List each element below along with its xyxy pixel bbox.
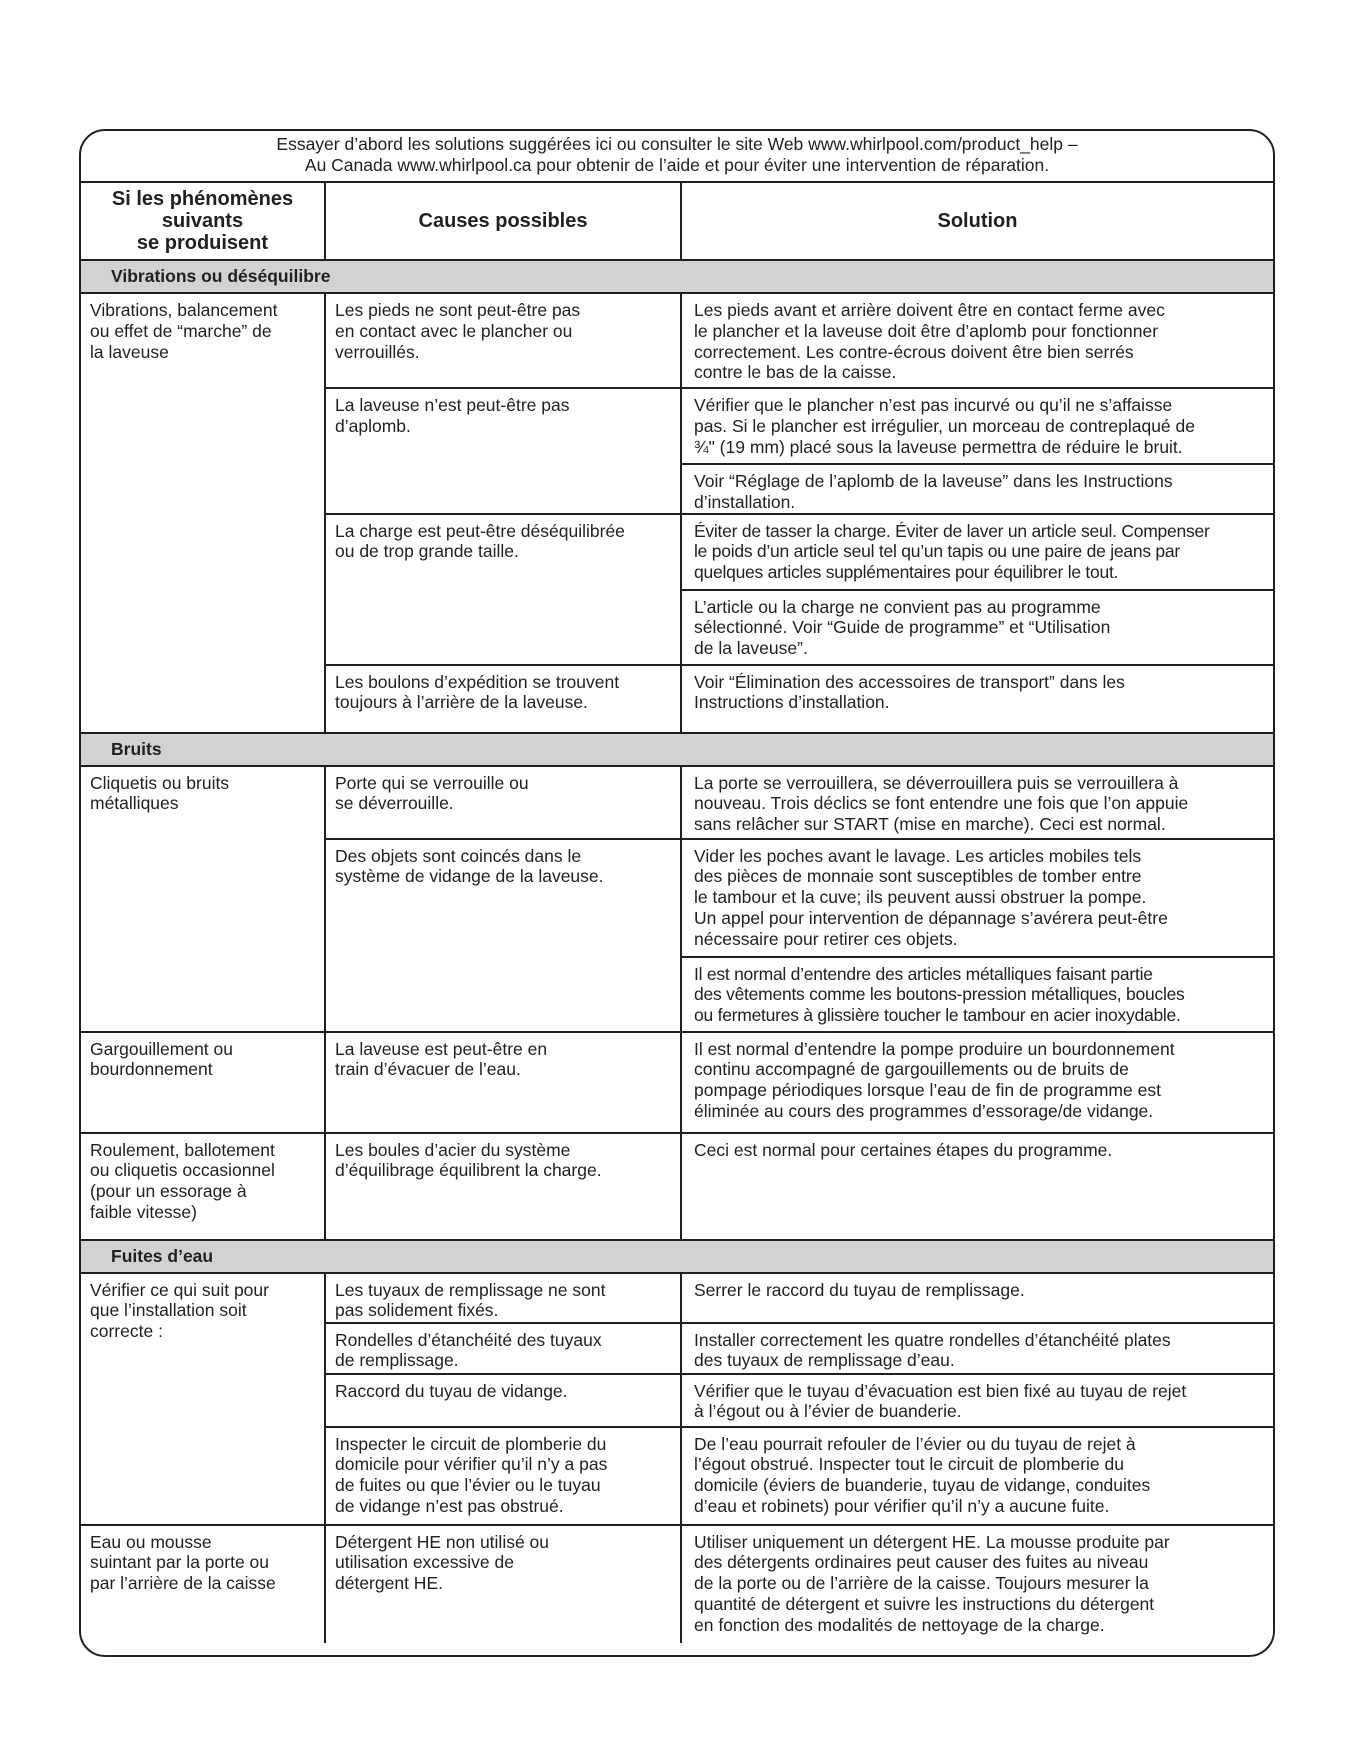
text-line: train d’évacuer de l’eau. xyxy=(335,1059,521,1080)
intro-note xyxy=(81,131,1273,181)
text-line: Les pieds ne sont peut-être pas xyxy=(335,300,581,320)
text-line: La laveuse est peut-être en xyxy=(335,1038,548,1059)
cause-cell xyxy=(325,388,681,514)
phenomenon-cell xyxy=(81,1525,325,1643)
text-line: Des objets sont coincés dans le xyxy=(335,845,582,866)
text-line: quantité de détergent et suivre les instructions du détergent xyxy=(694,1593,1155,1614)
text-line: Serrer le raccord du tuyau de remplissage. xyxy=(694,1279,1025,1300)
section-row xyxy=(81,1240,1273,1273)
text-line: Les boulons d’expédition se trouvent xyxy=(335,671,620,692)
text-line: par l’arrière de la caisse xyxy=(90,1573,276,1594)
text-line: verrouillés. xyxy=(335,341,420,362)
text-line: de la laveuse”. xyxy=(694,638,808,659)
text-line: en fonction des modalités de nettoyage de la charge. xyxy=(694,1614,1105,1635)
text-line: ou de trop grande taille. xyxy=(335,541,519,562)
section-row xyxy=(81,260,1273,293)
text-line: des vêtements comme les boutons-pression métalliques, boucles xyxy=(694,984,1185,1005)
text-line: à l’égout ou à l’évier de buanderie. xyxy=(694,1401,962,1422)
text-line: en contact avec le plancher ou xyxy=(335,320,573,341)
cause-cell xyxy=(325,839,681,1032)
solution-cell xyxy=(681,1525,1273,1643)
section-title-vibrations: Vibrations ou déséquilibre xyxy=(81,260,1273,293)
solution-cell xyxy=(681,766,1273,839)
text-line: Vérifier que le plancher n’est pas incurvé ou qu’il ne s’affaisse xyxy=(694,395,1173,415)
header-phenomena: Si les phénomènes suivants se produisent xyxy=(81,182,325,260)
table-row xyxy=(81,1273,1273,1323)
text-line: Vider les poches avant le lavage. Les articles mobiles tels xyxy=(694,845,1142,866)
text-line: Cliquetis ou bruits xyxy=(90,772,230,793)
text-line: Voir “Élimination des accessoires de transport” dans les xyxy=(694,671,1125,692)
text-line: Gargouillement ou xyxy=(90,1038,233,1059)
text-line: des détergents ordinaires peut causer des fuites au niveau xyxy=(694,1552,1149,1573)
text-line: de la porte ou de l’arrière de la caisse. Toujours mesurer la xyxy=(694,1573,1149,1594)
cause-cell xyxy=(325,293,681,388)
text-line: Rondelles d’étanchéité des tuyaux xyxy=(335,1329,602,1350)
solution-cell xyxy=(681,293,1273,388)
text-line: bourdonnement xyxy=(90,1059,213,1080)
text-line: ou fermetures à glissière toucher le tambour en acier inoxydable. xyxy=(694,1005,1181,1026)
text-line: domicile pour vérifier qu’il n’y a pas xyxy=(335,1454,608,1475)
text-line: d’équilibrage équilibrent la charge. xyxy=(335,1160,602,1181)
text-line: nécessaire pour retirer ces objets. xyxy=(694,928,958,949)
text-line: de fuites ou que l’évier ou le tuyau xyxy=(335,1475,601,1496)
text-line: Roulement, ballotement xyxy=(90,1139,275,1160)
text-line: Eau ou mousse xyxy=(90,1531,212,1552)
table-row xyxy=(81,1525,1273,1643)
text-line: La laveuse n’est peut-être pas xyxy=(335,395,570,415)
text-line: Détergent HE non utilisé ou xyxy=(335,1531,550,1552)
cause-cell xyxy=(325,1273,681,1323)
text-line: se déverrouille. xyxy=(335,793,454,814)
cause-cell xyxy=(325,1525,681,1643)
cause-cell xyxy=(325,514,681,665)
text-line: d’aplomb. xyxy=(335,415,411,436)
text-line: Voir “Réglage de l’aplomb de la laveuse” dans les Instructions xyxy=(694,471,1173,491)
text-line: le plancher et la laveuse doit être d’aplomb pour fonctionner xyxy=(694,320,1159,341)
table-row xyxy=(81,293,1273,388)
text-line: continu accompagné de gargouillements ou de bruits de xyxy=(694,1059,1129,1080)
table-row xyxy=(81,1032,1273,1133)
text-line: L’article ou la charge ne convient pas au programme xyxy=(694,596,1101,617)
section-row xyxy=(81,733,1273,766)
text-line: Raccord du tuyau de vidange. xyxy=(335,1380,568,1401)
phenomenon-cell xyxy=(81,1273,325,1525)
solution-cell xyxy=(681,1323,1273,1374)
cause-cell xyxy=(325,1323,681,1374)
text-line: Il est normal d’entendre des articles métalliques faisant partie xyxy=(694,963,1153,984)
phenomenon-cell xyxy=(81,1032,325,1133)
text-line: sans relâcher sur START (mise en marche). Ceci est normal. xyxy=(694,814,1166,835)
text-line: de vidange n’est pas obstrué. xyxy=(335,1495,564,1516)
cause-cell xyxy=(325,1427,681,1525)
text-line: nouveau. Trois déclics se font entendre une fois que l’on appuie xyxy=(694,793,1189,814)
text-line: suintant par la porte ou xyxy=(90,1552,270,1573)
text-line: pompage périodiques lorsque l’eau de fin de programme est xyxy=(694,1080,1161,1101)
phenomenon-cell xyxy=(81,766,325,1032)
text-line: (pour un essorage à xyxy=(90,1181,247,1202)
table-row xyxy=(81,766,1273,839)
text-line: faible vitesse) xyxy=(90,1201,197,1222)
text-line: de remplissage. xyxy=(335,1350,459,1371)
header-solution: Solution xyxy=(681,182,1273,260)
text-line: Inspecter le circuit de plomberie du xyxy=(335,1433,607,1454)
text-line: système de vidange de la laveuse. xyxy=(335,866,604,887)
intro-line: Au Canada www.whirlpool.ca pour obtenir de l’aide et pour éviter une intervention de réparation. xyxy=(304,155,1050,175)
table-header-row xyxy=(81,182,1273,260)
text-line: le tambour et la cuve; ils peuvent aussi obstruer la pompe. xyxy=(694,887,1147,908)
solution-cell xyxy=(681,388,1273,464)
text-line: Vibrations, balancement xyxy=(90,300,278,320)
header-causes: Causes possibles xyxy=(325,182,681,260)
text-line: correcte : xyxy=(90,1321,163,1342)
solution-cell xyxy=(681,1133,1273,1240)
text-line: Instructions d’installation. xyxy=(694,692,890,713)
text-line: métalliques xyxy=(90,793,179,814)
text-line: la laveuse xyxy=(90,341,169,362)
text-line: détergent HE. xyxy=(335,1573,443,1594)
text-line: sélectionné. Voir “Guide de programme” et “Utilisation xyxy=(694,617,1111,638)
text-line: ou cliquetis occasionnel xyxy=(90,1160,275,1181)
cause-cell xyxy=(325,1032,681,1133)
solution-cell xyxy=(681,464,1273,514)
text-line: La charge est peut-être déséquilibrée xyxy=(335,520,625,541)
text-line: ¾" (19 mm) placé sous la laveuse permettra de réduire le bruit. xyxy=(694,436,1183,457)
section-title-fuites: Fuites d’eau xyxy=(81,1240,1273,1273)
text-line: Utiliser uniquement un détergent HE. La mousse produite par xyxy=(694,1531,1170,1552)
solution-cell xyxy=(681,1032,1273,1133)
text-line: contre le bas de la caisse. xyxy=(694,362,897,383)
solution-cell xyxy=(681,839,1273,957)
cause-cell xyxy=(325,1374,681,1427)
text-line: le poids d’un article seul tel qu’un tapis ou une paire de jeans par xyxy=(694,541,1180,562)
text-line: Éviter de tasser la charge. Éviter de laver un article seul. Compenser xyxy=(694,520,1210,541)
troubleshooting-panel xyxy=(79,129,1275,1657)
phenomenon-cell xyxy=(81,293,325,733)
text-line: pas solidement fixés. xyxy=(335,1300,499,1321)
cause-cell xyxy=(325,665,681,733)
solution-cell xyxy=(681,665,1273,733)
text-line: Les boules d’acier du système xyxy=(335,1139,571,1160)
text-line: utilisation excessive de xyxy=(335,1552,514,1573)
text-line: Ceci est normal pour certaines étapes du programme. xyxy=(694,1139,1113,1160)
text-line: pas. Si le plancher est irrégulier, un morceau de contreplaqué de xyxy=(694,415,1195,436)
text-line: d’installation. xyxy=(694,491,796,512)
text-line: ou effet de “marche” de xyxy=(90,320,272,341)
solution-cell xyxy=(681,1374,1273,1427)
cause-cell xyxy=(325,1133,681,1240)
text-line: De l’eau pourrait refouler de l’évier ou du tuyau de rejet à xyxy=(694,1433,1136,1454)
text-line: que l’installation soit xyxy=(90,1300,247,1321)
text-line: Vérifier que le tuyau d’évacuation est bien fixé au tuyau de rejet xyxy=(694,1380,1187,1401)
text-line: Il est normal d’entendre la pompe produire un bourdonnement xyxy=(694,1038,1175,1059)
text-line: quelques articles supplémentaires pour équilibrer le tout. xyxy=(694,562,1119,583)
text-line: Installer correctement les quatre rondelles d’étanchéité plates xyxy=(694,1329,1171,1350)
text-line: La porte se verrouillera, se déverrouillera puis se verrouillera à xyxy=(694,772,1179,793)
solution-cell xyxy=(681,1273,1273,1323)
text-line: Un appel pour intervention de dépannage s’avérera peut-être xyxy=(694,907,1168,928)
troubleshooting-table xyxy=(81,181,1273,1643)
text-line: l’égout obstrué. Inspecter tout le circuit de plomberie du xyxy=(694,1454,1124,1475)
text-line: Vérifier ce qui suit pour xyxy=(90,1279,269,1300)
solution-cell xyxy=(681,1427,1273,1525)
text-line: toujours à l’arrière de la laveuse. xyxy=(335,692,588,713)
cause-cell xyxy=(325,766,681,839)
intro-line: Essayer d’abord les solutions suggérées ici ou consulter le site Web www.whirlpool.com/product_help – xyxy=(276,134,1078,154)
text-line: correctement. Les contre-écrous doivent être bien serrés xyxy=(694,341,1134,362)
text-line: éliminée au cours des programmes d’essorage/de vidange. xyxy=(694,1100,1154,1121)
text-line: domicile (éviers de buanderie, tuyau de vidange, conduites xyxy=(694,1475,1151,1496)
text-line: Les pieds avant et arrière doivent être en contact ferme avec xyxy=(694,300,1165,320)
solution-cell xyxy=(681,957,1273,1032)
text-line: d’eau et robinets) pour vérifier qu’il n’y a aucune fuite. xyxy=(694,1495,1110,1516)
phenomenon-cell xyxy=(81,1133,325,1240)
text-line: Les tuyaux de remplissage ne sont xyxy=(335,1279,606,1300)
solution-cell xyxy=(681,590,1273,665)
table-row xyxy=(81,1133,1273,1240)
text-line: des tuyaux de remplissage d’eau. xyxy=(694,1350,955,1371)
text-line: Porte qui se verrouille ou xyxy=(335,772,529,793)
section-title-bruits: Bruits xyxy=(81,733,1273,766)
solution-cell xyxy=(681,514,1273,590)
text-line: des pièces de monnaie sont susceptibles de tomber entre xyxy=(694,866,1142,887)
